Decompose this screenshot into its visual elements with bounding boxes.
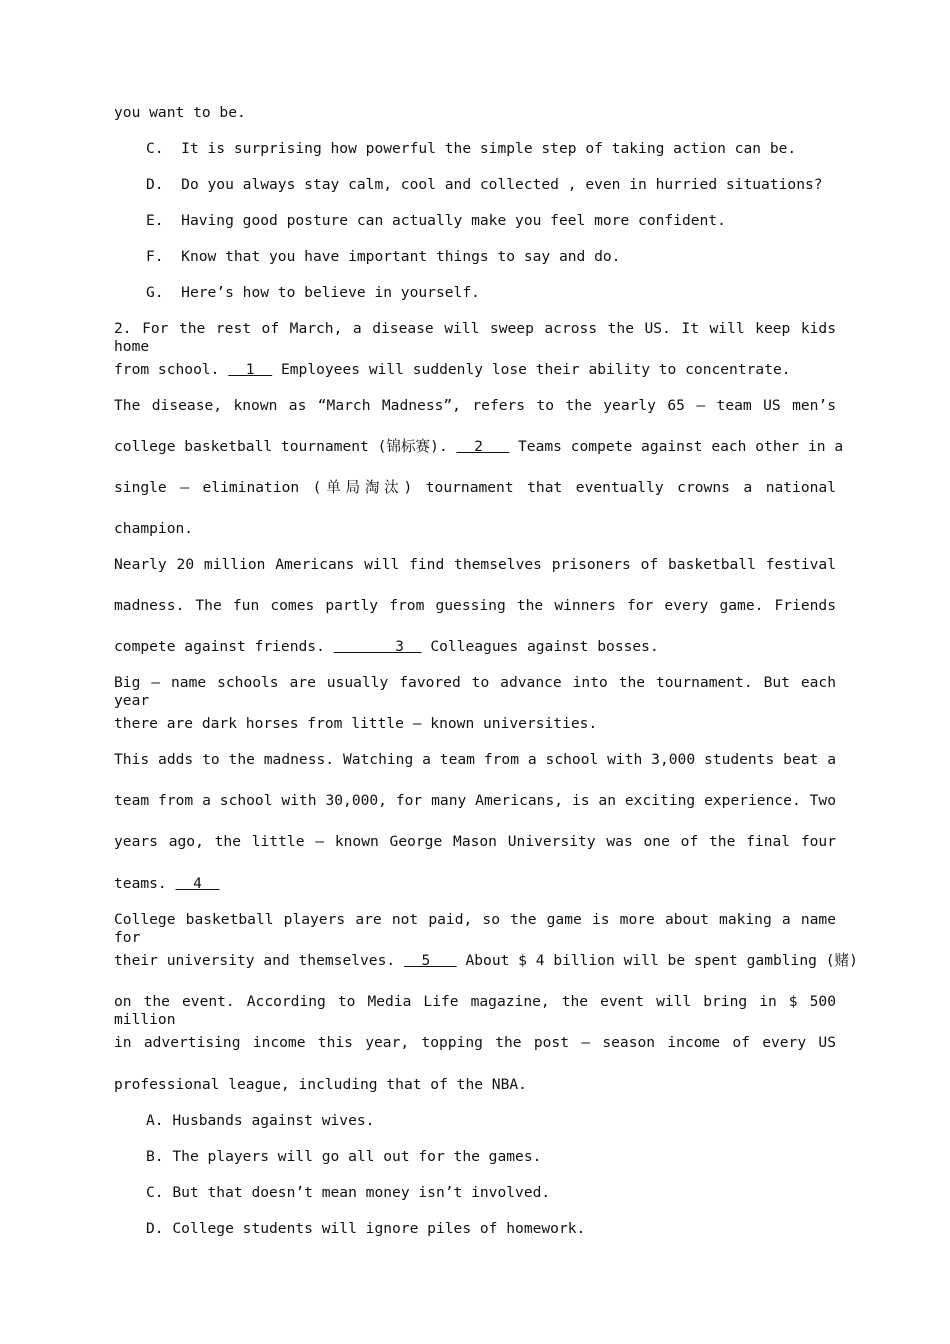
passage2-line: Nearly 20 million Americans will find themselves prisoners of basketball festival xyxy=(114,556,836,573)
blank-1: 1 xyxy=(228,361,273,378)
blank-4: 4 xyxy=(175,875,220,892)
option-letter: E. xyxy=(146,212,164,229)
option-text: College students will ignore piles of homework. xyxy=(172,1220,586,1237)
passage2-line: from school. 1 Employees will suddenly lose their ability to concentrate. xyxy=(114,361,791,378)
option-letter: B. xyxy=(146,1148,164,1165)
passage2-line: their university and themselves. 5 About $ 4 billion will be spent gambling (赌) xyxy=(114,952,858,969)
passage2-line: teams. 4 xyxy=(114,875,220,892)
passage2-line: compete against friends. 3 Colleagues against bosses. xyxy=(114,638,659,655)
option-letter: D. xyxy=(146,176,164,193)
passage2-line: champion. xyxy=(114,520,194,537)
option-a xyxy=(146,1112,836,1130)
option-letter: C. xyxy=(146,140,164,157)
passage2-line: This adds to the madness. Watching a team from a school with 3,000 students beat a xyxy=(114,751,836,768)
passage2-line: on the event. According to Media Life magazine, the event will bring in $ 500 million xyxy=(114,993,836,1028)
option-d xyxy=(146,1220,836,1238)
option-c xyxy=(146,140,836,158)
option-letter: D. xyxy=(146,1220,164,1237)
option-c xyxy=(146,1184,836,1202)
option-b xyxy=(146,1148,836,1166)
option-letter: G. xyxy=(146,284,164,301)
option-text: But that doesn’t mean money isn’t involved. xyxy=(172,1184,551,1201)
option-text: Here’s how to believe in yourself. xyxy=(181,284,480,301)
option-letter: A. xyxy=(146,1112,164,1129)
passage2-line: team from a school with 30,000, for many Americans, is an exciting experience. Two xyxy=(114,792,836,809)
option-d xyxy=(146,176,836,194)
passage2-line: in advertising income this year, topping the post – season income of every US xyxy=(114,1034,836,1051)
option-text: Having good posture can actually make you feel more confident. xyxy=(181,212,726,229)
passage2-line: professional league, including that of the NBA. xyxy=(114,1076,527,1093)
passage2-line: 2. For the rest of March, a disease will sweep across the US. It will keep kids home xyxy=(114,320,836,355)
passage2-line: Big – name schools are usually favored to advance into the tournament. But each year xyxy=(114,674,836,709)
passage2-line: there are dark horses from little – known universities. xyxy=(114,715,598,732)
option-text: It is surprising how powerful the simple step of taking action can be. xyxy=(181,140,797,157)
option-f xyxy=(146,248,836,266)
passage2-line: The disease, known as “March Madness”, refers to the yearly 65 – team US men’s xyxy=(114,397,836,414)
blank-2: 2 xyxy=(456,438,510,455)
option-letter: C. xyxy=(146,1184,164,1201)
blank-3: 3 xyxy=(333,638,422,655)
option-g xyxy=(146,284,836,302)
passage2-line: College basketball players are not paid, so the game is more about making a name for xyxy=(114,911,836,946)
option-text: Do you always stay calm, cool and collected , even in hurried situations? xyxy=(181,176,823,193)
passage2-line: madness. The fun comes partly from guessing the winners for every game. Friends xyxy=(114,597,836,614)
option-text: Know that you have important things to say and do. xyxy=(181,248,621,265)
passage1-tail: you want to be. xyxy=(114,104,246,121)
passage2-line: single – elimination (单局淘汰) tournament that eventually crowns a national xyxy=(114,479,836,496)
passage2-line: years ago, the little – known George Mason University was one of the final four xyxy=(114,833,836,850)
passage2-line: college basketball tournament (锦标赛). 2 Teams compete against each other in a xyxy=(114,438,844,455)
option-text: The players will go all out for the games. xyxy=(172,1148,542,1165)
option-e xyxy=(146,212,836,230)
option-letter: F. xyxy=(146,248,164,265)
blank-5: 5 xyxy=(403,952,457,969)
option-text: Husbands against wives. xyxy=(172,1112,375,1129)
